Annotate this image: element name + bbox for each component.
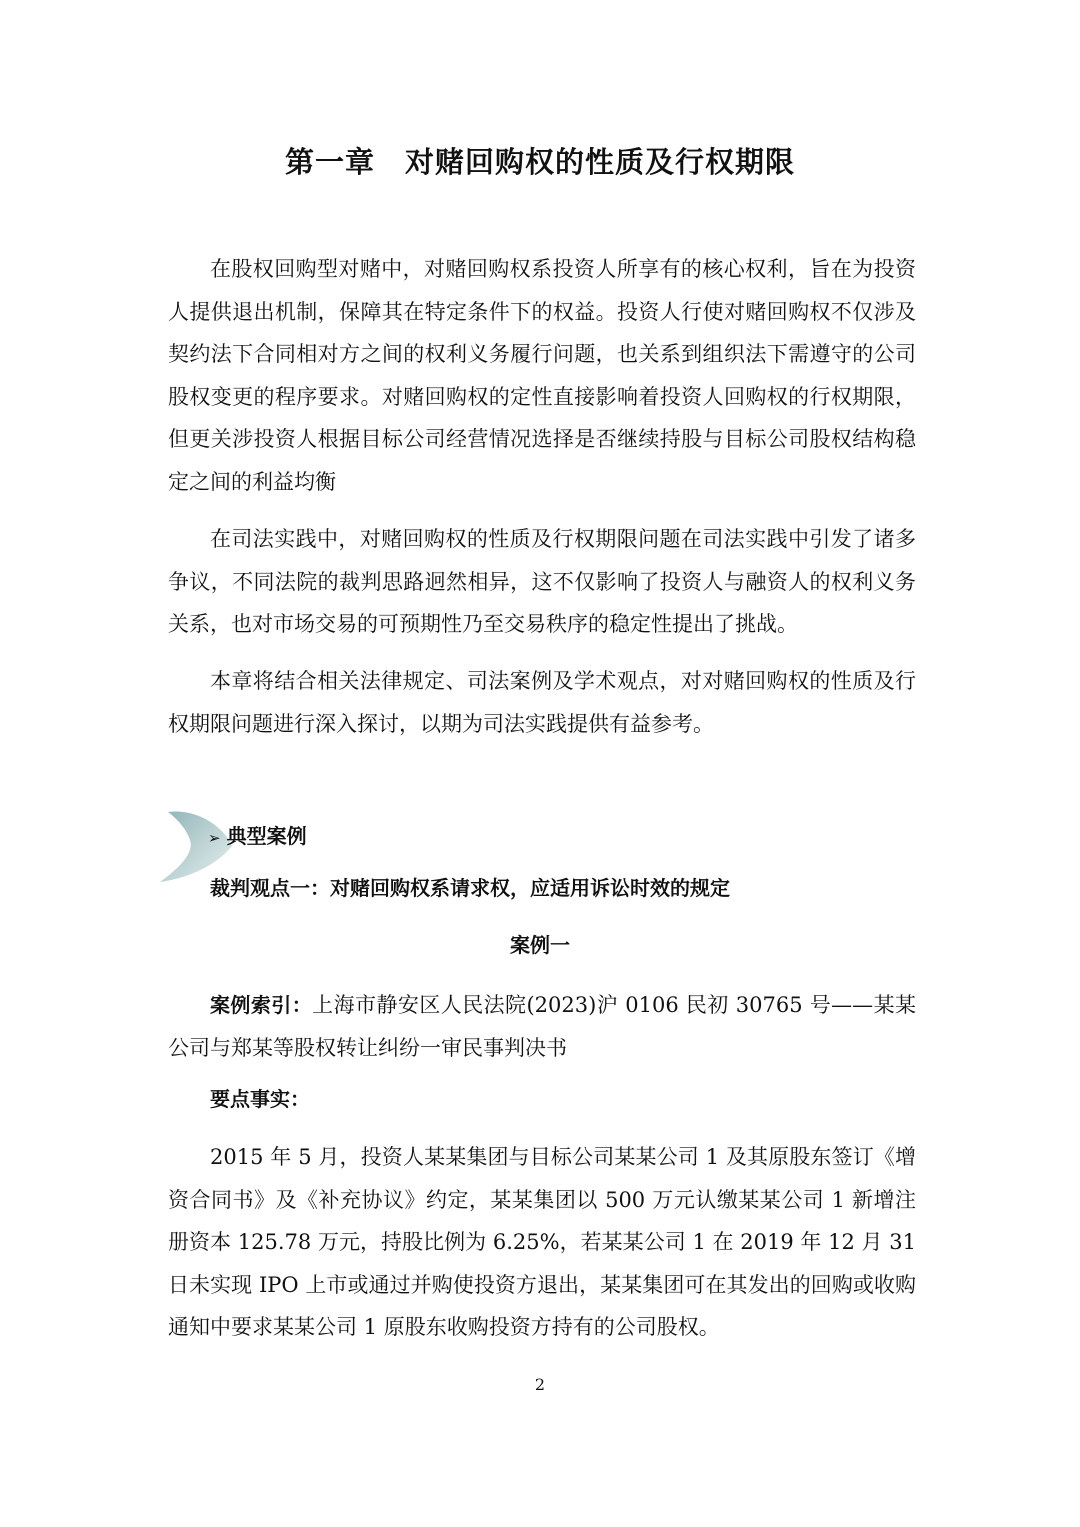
case-title: 案例一 (510, 933, 570, 957)
page-number: 2 (534, 1375, 546, 1394)
facts-label: 要点事实： (210, 1087, 310, 1111)
chapter-plan-paragraph: 本章将结合相关法律规定、司法案例及学术观点，对对赌回购权的性质及行权期限问题进行深入探讨，以期为司法实践提供有益参考。 (168, 669, 916, 736)
arrow-bullet-icon: ➢ (208, 829, 221, 847)
case-index-paragraph (168, 984, 916, 1069)
section-label-text: 典型案例 (226, 824, 307, 848)
intro-paragraph: 在股权回购型对赌中，对赌回购权系投资人所享有的核心权利，旨在为投资人提供退出机制，保障其在特定条件下的权益。投资人行使对赌回购权不仅涉及契约法下合同相对方之间的权利义务履行问题，也关系到组织法下需遵守的公司股权变更的程序要求。对赌回购权的定性直接影响着投资人回购权的行权期限，但更关涉投资人根据目标公司经营情况选择是否继续持股与目标公司股权结构稳定之间的利益均衡 (168, 257, 916, 494)
section-label (208, 820, 307, 849)
practice-paragraph: 在司法实践中，对赌回购权的性质及行权期限问题在司法实践中引发了诸多争议，不同法院的裁判思路迥然相异，这不仅影响了投资人与融资人的权利义务关系，也对市场交易的可预期性乃至交易秩序的稳定性提出了挑战。 (168, 527, 916, 636)
facts-paragraph: 2015 年 5 月，投资人某某集团与目标公司某某公司 1 及其原股东签订《增资合同书》及《补充协议》约定，某某集团以 500 万元认缴某某公司 1 新增注册资本 125.78 万元，持股比例为 6.25%，若某某公司 1 在 2019 年 12 月 31 日未实现 IPO 上市或通过并购使投资方退出，某某集团可在其发出的回购或收购通知中要求某某公司 1 原股东收购投资方持有的公司股权。 (168, 1145, 916, 1339)
case-index-label: 案例索引： (210, 993, 313, 1017)
case-index-text: 上海市静安区人民法院(2023)沪 0106 民初 30765 号——某某公司与郑某等股权转让纠纷一审民事判决书 (168, 993, 917, 1060)
chapter-title: 第一章 对赌回购权的性质及行权期限 (284, 145, 795, 179)
ruling-point-heading: 裁判观点一：对赌回购权系请求权，应适用诉讼时效的规定 (210, 876, 730, 900)
